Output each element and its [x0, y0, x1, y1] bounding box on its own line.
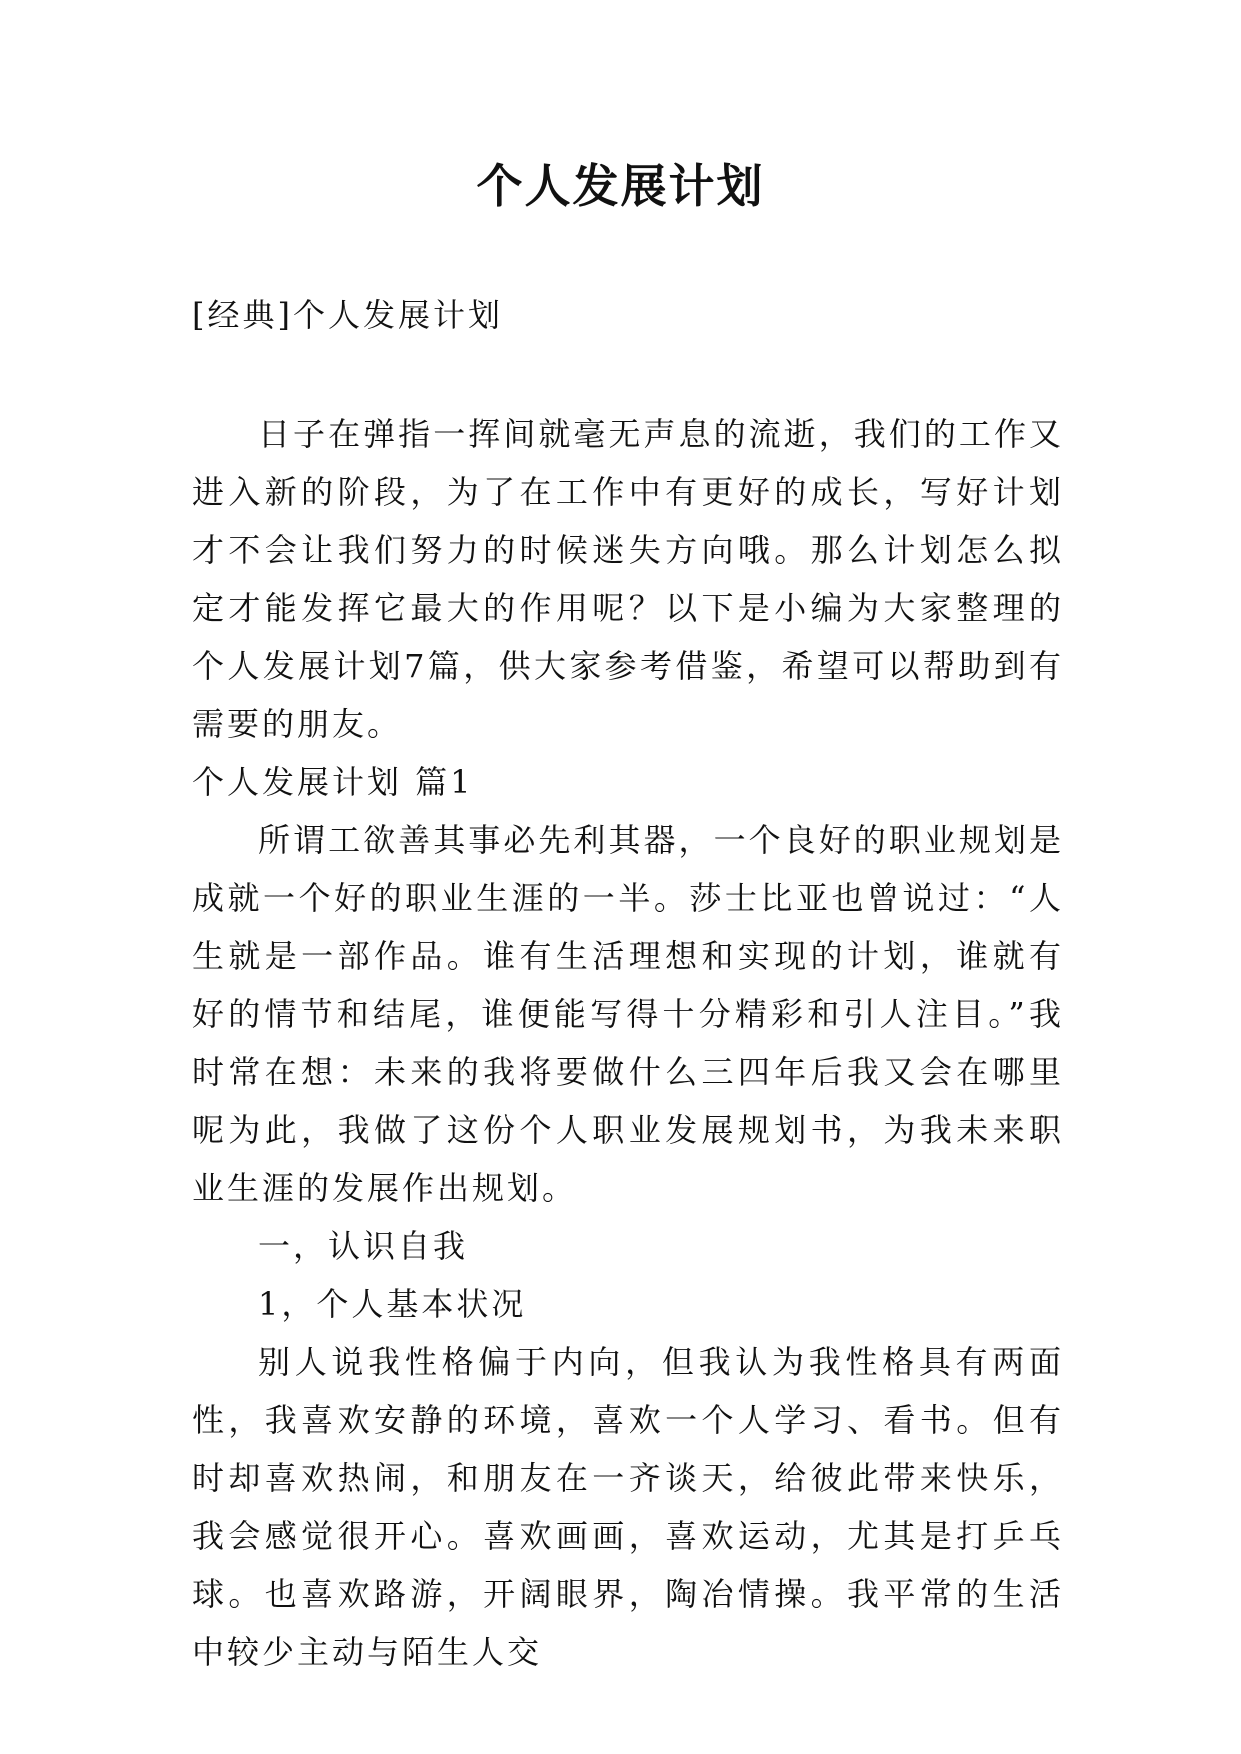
subheading-know-yourself: 一，认识自我	[258, 1227, 469, 1265]
document-subtitle: [经典]个人发展计划	[192, 296, 503, 334]
body-paragraph-2: 别人说我性格偏于内向，但我认为我性格具有两面性，我喜欢安静的环境，喜欢一个人学习、看书。但有时却喜欢热闹，和朋友在一齐谈天，给彼此带来快乐，我会感觉很开心。喜欢画画，喜欢运动，尤其是打乒乓球。也喜欢路游，开阔眼界，陶冶情操。我平常的生活中较少主动与陌生人交	[192, 1343, 1064, 1671]
document-body	[192, 405, 1064, 1681]
intro-paragraph: 日子在弹指一挥间就毫无声息的流逝，我们的工作又进入新的阶段，为了在工作中有更好的成长，写好计划才不会让我们努力的时候迷失方向哦。那么计划怎么拟定才能发挥它最大的作用呢？以下是小编为大家整理的个人发展计划7篇，供大家参考借鉴，希望可以帮助到有需要的朋友。	[192, 415, 1064, 743]
body-paragraph-1: 所谓工欲善其事必先利其器，一个良好的职业规划是成就一个好的职业生涯的一半。莎士比亚也曾说过：“人生就是一部作品。谁有生活理想和实现的计划，谁就有好的情节和结尾，谁便能写得十分精彩和引人注目。”我时常在想：未来的我将要做什么三四年后我又会在哪里呢为此，我做了这份个人职业发展规划书，为我未来职业生涯的发展作出规划。	[192, 821, 1064, 1207]
document-title: 个人发展计划	[476, 159, 765, 213]
section-heading: 个人发展计划 篇1	[192, 763, 474, 801]
subheading-basic-status: 1，个人基本状况	[258, 1285, 527, 1323]
